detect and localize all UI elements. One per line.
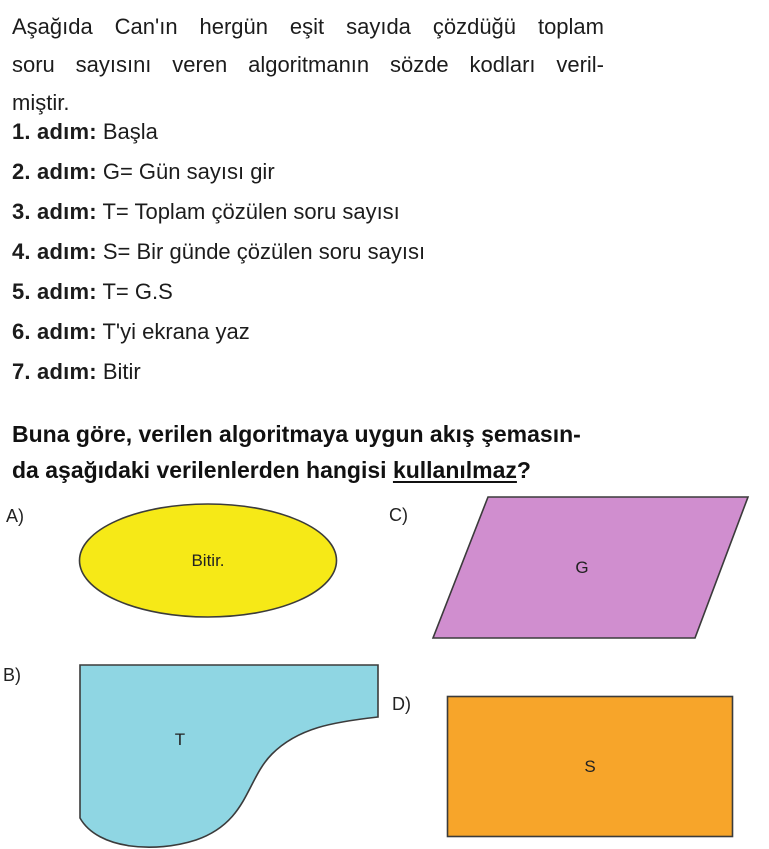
option-c-shape-label: G — [575, 557, 589, 577]
intro-line: miştir. — [12, 90, 70, 115]
step-row — [12, 312, 425, 352]
intro-line: soru sayısını veren algoritmanın sözde kodları veril- — [12, 52, 604, 77]
step-row — [12, 272, 425, 312]
option-label-c: C) — [389, 505, 408, 525]
intro-paragraph — [12, 8, 604, 122]
intro-line: Aşağıda Can'ın hergün eşit sayıda çözdüğü toplam — [12, 14, 604, 39]
step-row — [12, 112, 425, 152]
step-label: 5. adım: — [12, 279, 97, 304]
step-row — [12, 152, 425, 192]
step-label: 1. adım: — [12, 119, 97, 144]
step-row — [12, 232, 425, 272]
step-label: 7. adım: — [12, 359, 97, 384]
prompt-line — [12, 452, 612, 488]
question-prompt — [12, 416, 612, 488]
step-text: T'yi ekrana yaz — [102, 319, 250, 344]
option-label-a: A) — [6, 506, 24, 526]
step-text: Başla — [102, 119, 158, 144]
step-text: T= Toplam çözülen soru sayısı — [102, 199, 400, 224]
option-label-d: D) — [392, 694, 411, 714]
prompt-text: da aşağıdaki verilenlerden hangisi — [12, 457, 393, 483]
step-label: 4. adım: — [12, 239, 97, 264]
option-label-b: B) — [3, 665, 21, 685]
option-a-shape-label: Bitir. — [191, 550, 225, 570]
step-label: 3. adım: — [12, 199, 97, 224]
step-text: T= G.S — [102, 279, 173, 304]
option-b-shape — [78, 662, 380, 849]
prompt-line: Buna göre, verilen algoritmaya uygun akış şemasın- — [12, 421, 581, 447]
step-text: Bitir — [102, 359, 141, 384]
step-label: 2. adım: — [12, 159, 97, 184]
step-text: S= Bir günde çözülen soru sayısı — [102, 239, 426, 264]
prompt-question-mark: ? — [516, 457, 531, 483]
step-text: G= Gün sayısı gir — [102, 159, 275, 184]
step-row — [12, 352, 425, 392]
option-d-shape-label: S — [584, 756, 596, 776]
step-label: 6. adım: — [12, 319, 97, 344]
algorithm-steps — [12, 112, 425, 392]
option-b-shape-label: T — [174, 730, 186, 749]
step-row — [12, 192, 425, 232]
prompt-underlined-word: kullanılmaz — [392, 457, 517, 483]
